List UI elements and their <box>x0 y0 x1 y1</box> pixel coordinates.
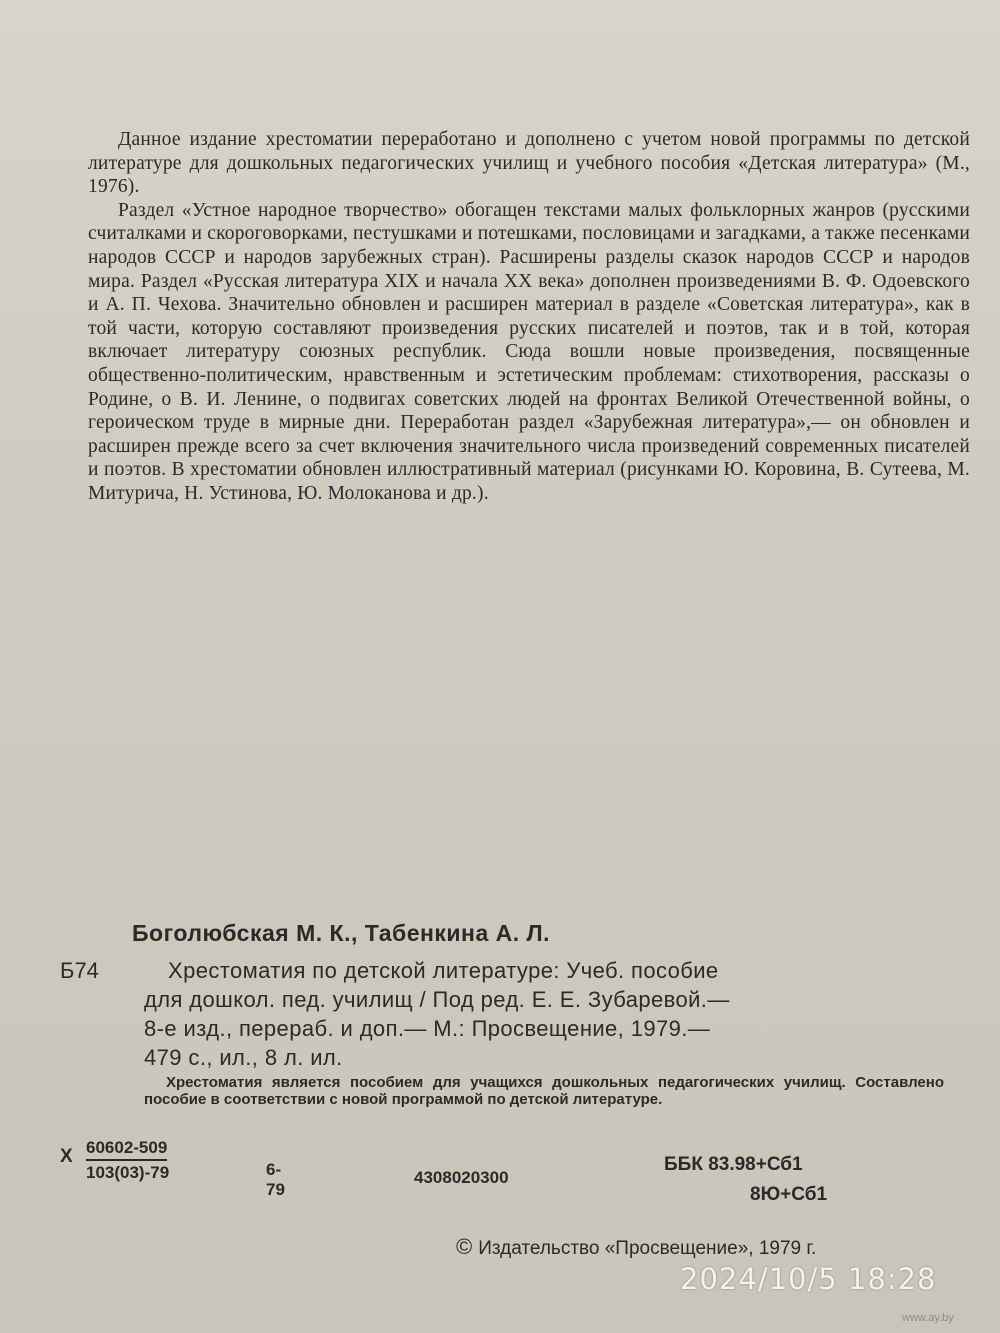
index-fraction <box>86 1138 216 1183</box>
photo-timestamp: 2024/10/5 18:28 <box>680 1262 937 1296</box>
annotation: Хрестоматия является пособием для учащихся дошкольных педагогических училищ. Составлено пособие в соответствии с новой программой по детской литературе. <box>144 1074 944 1108</box>
x-letter: Х <box>60 1146 73 1167</box>
edition-code: 6-79 <box>266 1160 285 1199</box>
intro-paragraph-2: Раздел «Устное народное творчество» обогащен текстами малых фольклорных жанров (русскими считалками и скороговорками, пестушками и потешками, пословицами и загадками, а также песенками народов СССР и народов зарубежных стран). Расширены разделы сказок народов СССР и народов мира. Раздел «Русская литература XIX и начала XX века» дополнен произведениями В. Ф. Одоевского и А. П. Чехова. Значительно обновлен и расширен материал в разделе «Советская литература», как в той части, которую составляют произведения русских писателей и поэтов, так и в той, которая включает литературу союзных республик. Сюда вошли новые произведения, посвященные общественно-политическим, нравственным и эстетическим проблемам: стихотворения, рассказы о Родине, о В. И. Ленине, о подвигах советских людей на фронтах Великой Отечественной войны, о героическом труде в мирные дни. Переработан раздел «Зарубежная литература»,— он обновлен и расширен прежде всего за счет включения значительного числа произведений современных писателей и поэтов. В хрестоматии обновлен иллюстративный материал (рисунками Ю. Коровина, В. Сутеева, М. Митурича, Н. Устинова, Ю. Молоканова и др.). <box>88 199 970 504</box>
copyright <box>456 1234 816 1260</box>
authors: Боголюбская М. К., Табенкина А. Л. <box>132 920 551 946</box>
citation-line: 8-е изд., перераб. и доп.— М.: Просвещение, 1979.— <box>144 1016 711 1041</box>
fraction-numerator: 60602-509 <box>86 1138 167 1161</box>
citation-line: для дошкол. пед. училищ / Под ред. Е. Е. Зубаревой.— <box>144 987 730 1012</box>
citation-line: 479 с., ил., 8 л. ил. <box>144 1045 343 1070</box>
copyright-icon: © <box>456 1234 473 1259</box>
author-code: Б74 <box>60 958 99 983</box>
copyright-text: Издательство «Просвещение», 1979 г. <box>478 1238 817 1259</box>
bbk-code: ББК 83.98+Сб1 <box>664 1154 803 1175</box>
watermark: www.ay.by <box>902 1312 954 1324</box>
intro-text <box>88 128 970 506</box>
fraction-denominator: 103(03)-79 <box>86 1163 170 1182</box>
bbk-code-2: 8Ю+Сб1 <box>750 1184 828 1205</box>
citation <box>144 956 940 1072</box>
intro-paragraph-1: Данное издание хрестоматии переработано и дополнено с учетом новой программы по детской литературе для дошкольных педагогических училищ и учебного пособия «Детская литература» (М., 1976). <box>88 129 970 198</box>
citation-line: Хрестоматия по детской литературе: Учеб. пособие <box>168 958 719 983</box>
publication-number: 4308020300 <box>414 1168 509 1187</box>
